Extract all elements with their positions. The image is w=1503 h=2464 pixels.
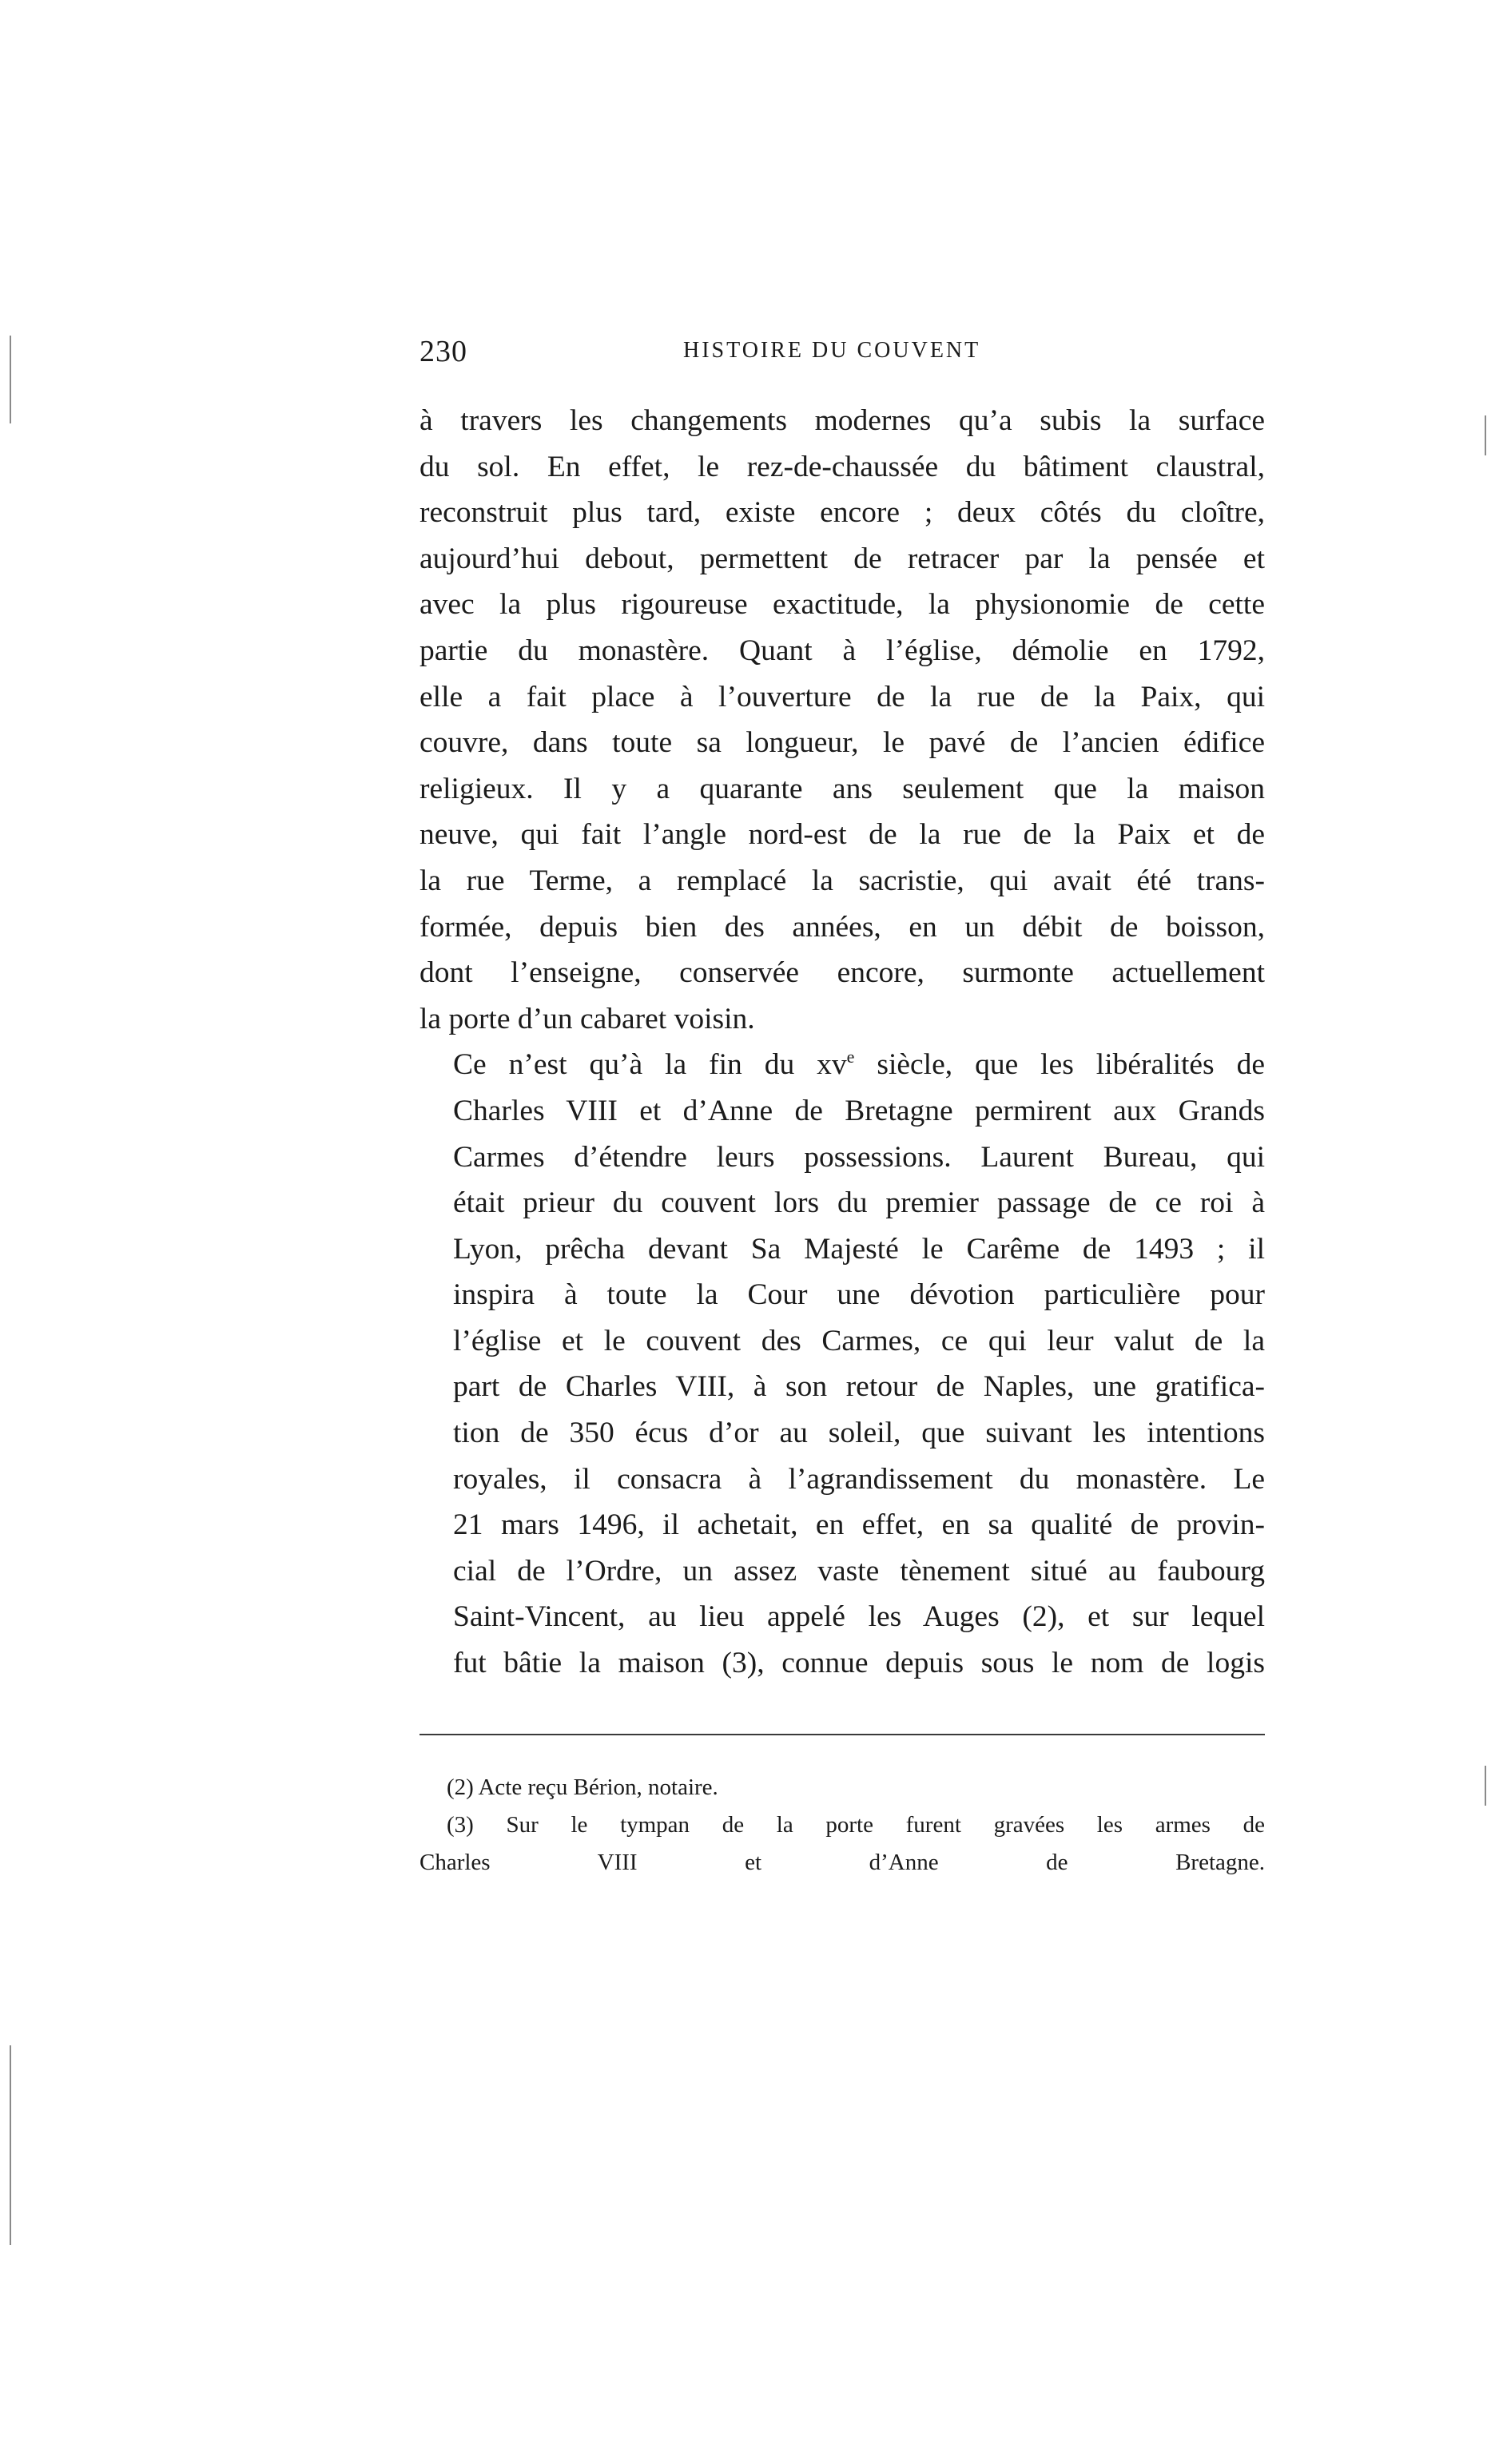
text-line: l’église et le couvent des Carmes, ce qui leur valut de la bbox=[453, 1324, 1265, 1357]
footnote-line: (3) Sur le tympan de la porte furent gravées les armes de bbox=[447, 1812, 1265, 1838]
running-title: HISTOIRE DU COUVENT bbox=[683, 338, 981, 363]
footnote-3 bbox=[419, 1806, 1265, 1882]
text-line: était prieur du couvent lors du premier passage de ce roi à bbox=[453, 1186, 1265, 1220]
text-line: cial de l’Ordre, un assez vaste tènement situé au faubourg bbox=[453, 1554, 1265, 1588]
text-line: Charles VIII et d’Anne de Bretagne permirent aux Grands bbox=[453, 1094, 1265, 1127]
text-line: tion de 350 écus d’or au soleil, que suivant les intentions bbox=[453, 1417, 1265, 1450]
text-line: partie du monastère. Quant à l’église, démolie en 1792, bbox=[419, 634, 1265, 667]
paragraph-2 bbox=[419, 1042, 1265, 1686]
text-line: couvre, dans toute sa longueur, le pavé de l’ancien édifice bbox=[419, 726, 1265, 760]
footnote-line: Charles VIII et d’Anne de Bretagne. bbox=[419, 1850, 1265, 1875]
text-line: 21 mars 1496, il achetait, en effet, en sa qualité de provin- bbox=[453, 1508, 1265, 1542]
superscript: e bbox=[846, 1047, 855, 1067]
text-line: Lyon, prêcha devant Sa Majesté le Carême de 1493 ; il bbox=[453, 1232, 1265, 1266]
footnotes bbox=[419, 1769, 1265, 1882]
running-head bbox=[419, 334, 1265, 382]
scan-edge-mark bbox=[1485, 415, 1486, 455]
scan-edge-mark bbox=[10, 336, 11, 423]
paragraph-1 bbox=[419, 398, 1265, 1042]
text-line-first bbox=[419, 1042, 1265, 1088]
text-line: avec la plus rigoureuse exactitude, la physionomie de cette bbox=[419, 588, 1265, 622]
text-line: Carmes d’étendre leurs possessions. Laurent Bureau, qui bbox=[453, 1140, 1265, 1174]
text-line: part de Charles VIII, à son retour de Naples, une gratifica- bbox=[453, 1370, 1265, 1404]
footnote-2: (2) Acte reçu Bérion, notaire. bbox=[447, 1774, 718, 1800]
text-line: à travers les changements modernes qu’a subis la surface bbox=[419, 404, 1265, 437]
text-line: neuve, qui fait l’angle nord-est de la rue de la Paix et de bbox=[419, 818, 1265, 852]
text-line: la rue Terme, a remplacé la sacristie, qui avait été trans- bbox=[419, 864, 1265, 897]
text-line: religieux. Il y a quarante ans seulement que la maison bbox=[419, 772, 1265, 805]
footnote-rule bbox=[419, 1734, 1265, 1735]
text-line: reconstruit plus tard, existe encore ; deux côtés du cloître, bbox=[419, 496, 1265, 530]
text-line: dont l’enseigne, conservée encore, surmonte actuellement bbox=[419, 956, 1265, 990]
text-line: du sol. En effet, le rez-de-chaussée du bâtiment claustral, bbox=[419, 450, 1265, 483]
page-number: 230 bbox=[419, 335, 467, 368]
text-line: inspira à toute la Cour une dévotion particulière pour bbox=[453, 1278, 1265, 1312]
text-line: Saint-Vincent, au lieu appelé les Auges (2), et sur lequel bbox=[453, 1600, 1265, 1634]
scan-edge-mark bbox=[1485, 1766, 1486, 1806]
text-line: la porte d’un cabaret voisin. bbox=[419, 1002, 755, 1035]
text-line: fut bâtie la maison (3), connue depuis sous le nom de logis bbox=[453, 1647, 1265, 1680]
text-line: formée, depuis bien des années, en un débit de boisson, bbox=[419, 910, 1265, 944]
scan-edge-mark bbox=[10, 2045, 11, 2245]
text-line: elle a fait place à l’ouverture de la rue de la Paix, qui bbox=[419, 680, 1265, 713]
text-fragment: siècle, que les libéralités de bbox=[854, 1048, 1266, 1082]
text-line: royales, il consacra à l’agrandissement du monastère. Le bbox=[453, 1462, 1265, 1496]
text-line: aujourd’hui debout, permettent de retracer par la pensée et bbox=[419, 542, 1265, 575]
body-text bbox=[419, 398, 1265, 1687]
text-fragment: Ce n’est qu’à la fin du xv bbox=[453, 1048, 847, 1082]
